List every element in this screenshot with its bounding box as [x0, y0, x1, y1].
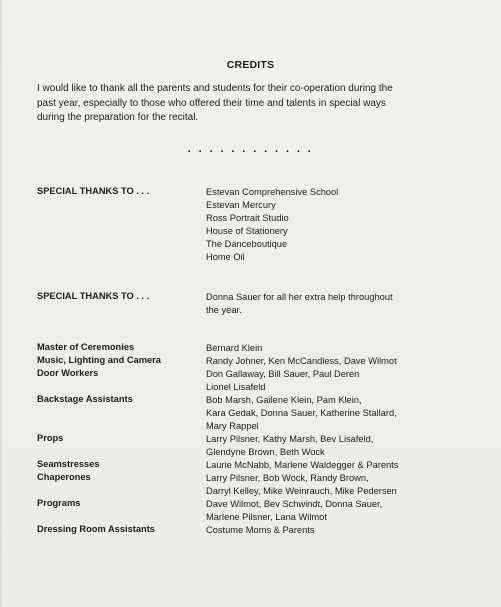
role-label-music-lighting-camera: Music, Lighting and Camera	[37, 355, 161, 365]
sponsor-name: Home Oil	[206, 252, 245, 262]
page-edge	[0, 0, 3, 607]
sponsor-name: The Danceboutique	[206, 239, 288, 249]
sponsor-name: Estevan Mercury	[206, 200, 276, 210]
role-label-master-of-ceremonies: Master of Ceremonies	[37, 342, 135, 352]
role-names: Lionel Lisafeld	[206, 382, 266, 392]
role-label-chaperones: Chaperones	[37, 472, 91, 482]
dotted-divider: . . . . . . . . . . . .	[187, 143, 314, 155]
sponsor-name: Ross Portrait Studio	[206, 213, 289, 223]
role-names: Randy Johner, Ken McCandless, Dave Wilmot	[206, 356, 397, 366]
role-label-seamstresses: Seamstresses	[37, 459, 100, 469]
role-names: Bob Marsh, Gailene Klein, Pam Klein,	[206, 395, 362, 405]
intro-paragraph	[37, 82, 467, 126]
special-thanks-label: SPECIAL THANKS TO . . .	[37, 186, 150, 196]
role-names: Laurie McNabb, Marlene Waldegger & Parents	[206, 460, 399, 470]
special-thanks-note: Donna Sauer for all her extra help throughout	[206, 292, 393, 302]
role-names: Bernard Klein	[206, 343, 263, 353]
special-thanks-label: SPECIAL THANKS TO . . .	[37, 291, 150, 301]
intro-line: during the preparation for the recital.	[37, 112, 199, 123]
page-title: CREDITS	[226, 59, 275, 71]
role-names: Mary Rappel	[206, 421, 259, 431]
intro-line: I would like to thank all the parents and students for their co-operation during the	[37, 83, 393, 94]
role-label-props: Props	[37, 433, 64, 443]
role-names: Larry Pilsner, Kathy Marsh, Bev Lisafeld,	[206, 434, 374, 444]
role-label-backstage-assistants: Backstage Assistants	[37, 394, 133, 404]
role-label-dressing-room-assistants: Dressing Room Assistants	[37, 524, 155, 534]
role-names: Costume Moms & Parents	[206, 525, 315, 535]
role-names: Marlene Pilsner, Lana Wilmot	[206, 512, 327, 522]
role-label-door-workers: Door Workers	[37, 368, 99, 378]
role-names: Darryl Kelley, Mike Weinrauch, Mike Pedersen	[206, 486, 397, 496]
role-names: Glendyne Brown, Beth Wock	[206, 447, 325, 457]
sponsor-name: House of Stationery	[206, 226, 288, 236]
role-label-programs: Programs	[37, 498, 81, 508]
role-names: Dave Wilmot, Bev Schwindt, Donna Sauer,	[206, 499, 383, 509]
role-names: Don Gallaway, Bill Sauer, Paul Deren	[206, 369, 360, 379]
role-names: Larry Pilsner, Bob Wock, Randy Brown,	[206, 473, 369, 483]
special-thanks-note: the year.	[206, 305, 242, 315]
role-names: Kara Gedak, Donna Sauer, Katherine Stallard,	[206, 408, 397, 418]
intro-line: past year, especially to those who offered their time and talents in special ways	[37, 97, 386, 109]
sponsor-name: Estevan Comprehensive School	[206, 187, 339, 197]
